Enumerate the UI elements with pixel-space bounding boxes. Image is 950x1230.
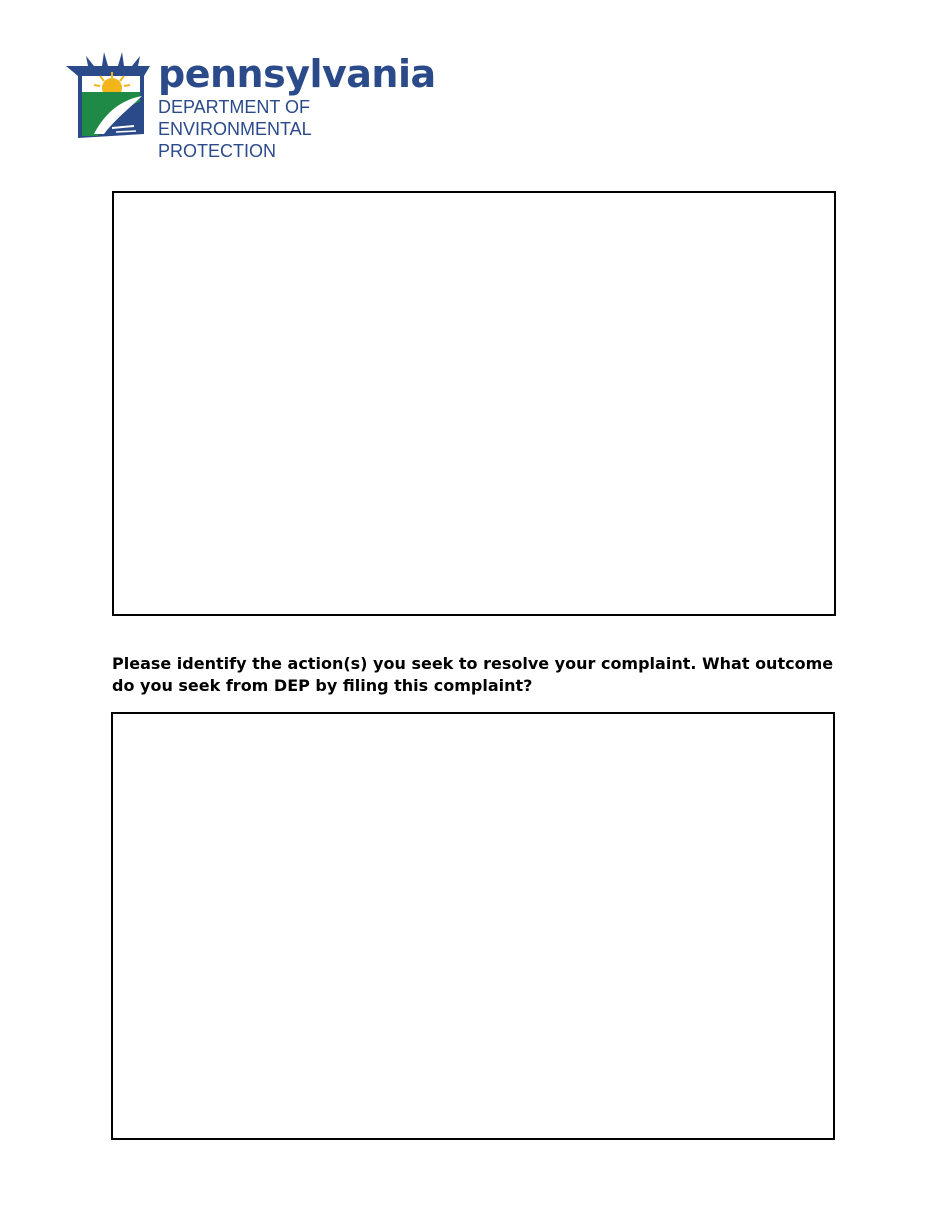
logo-text	[158, 54, 464, 162]
pa-dep-logo	[64, 52, 464, 161]
logo-state-name: pennsylvania	[158, 52, 436, 96]
logo-department-line-1: DEPARTMENT OF ENVIRONMENTAL	[158, 97, 312, 139]
keystone-logo-icon	[64, 52, 152, 138]
complaint-description-textbox[interactable]	[112, 191, 836, 616]
outcome-question-label: Please identify the action(s) you seek to resolve your complaint. What outcome do you seek from DEP by filing this complaint?	[112, 654, 834, 695]
logo-department-line-2: PROTECTION	[158, 141, 277, 161]
outcome-response-textbox[interactable]	[111, 712, 835, 1140]
